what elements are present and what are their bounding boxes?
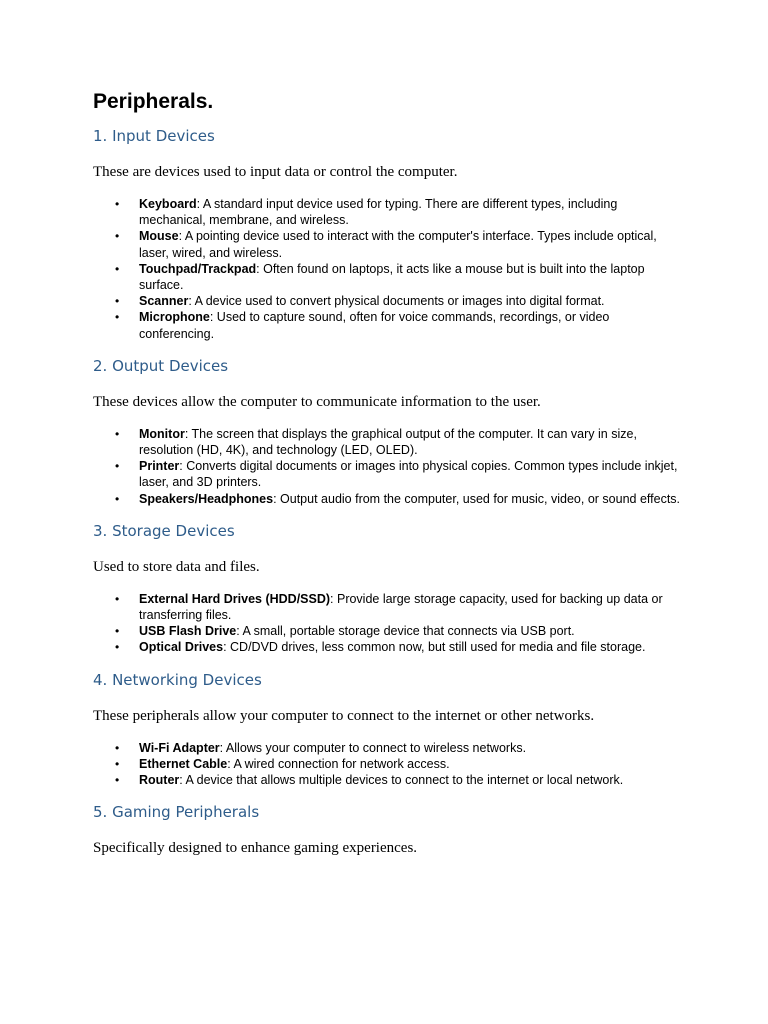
item-term: Microphone bbox=[139, 310, 210, 325]
item-description: : Allows your computer to connect to wireless networks. bbox=[219, 740, 527, 755]
bullet-icon: • bbox=[115, 756, 120, 771]
bullet-icon: • bbox=[115, 740, 120, 755]
item-term: Speakers/Headphones bbox=[139, 491, 274, 506]
bullet-icon: • bbox=[115, 773, 120, 788]
bullet-icon: • bbox=[115, 591, 120, 606]
item-description: : Converts digital documents or images into physical copies. Common types include inkjet, laser, and 3D printers. bbox=[139, 459, 678, 490]
item-term: Scanner bbox=[139, 294, 189, 309]
list-item bbox=[115, 491, 683, 507]
item-description: : A pointing device used to interact with the computer's interface. Types include optical, laser, wired, and wireless. bbox=[139, 229, 657, 260]
bullet-icon: • bbox=[115, 229, 120, 244]
item-description: : The screen that displays the graphical output of the computer. It can vary in size, resolution (HD, 4K), and technology (LED, OLED). bbox=[139, 426, 637, 458]
item-description: : A small, portable storage device that connects via USB port. bbox=[236, 624, 575, 639]
bullet-list bbox=[93, 196, 683, 342]
section-intro: These peripherals allow your computer to connect to the internet or other networks. bbox=[93, 707, 595, 724]
list-item bbox=[115, 261, 683, 293]
list-item bbox=[115, 591, 683, 623]
item-description: : A wired connection for network access. bbox=[227, 756, 450, 771]
item-term: USB Flash Drive bbox=[139, 624, 237, 639]
item-term: Optical Drives bbox=[139, 640, 224, 655]
list-item bbox=[115, 756, 683, 772]
list-item bbox=[115, 623, 683, 639]
list-item bbox=[115, 639, 683, 655]
item-description: : A standard input device used for typing. There are different types, including mechanical, membrane, and wireless. bbox=[139, 197, 618, 228]
sections-container bbox=[93, 126, 683, 858]
item-description: : Often found on laptops, it acts like a mouse but is built into the laptop surface. bbox=[139, 261, 645, 293]
item-description: : CD/DVD drives, less common now, but still used for media and file storage. bbox=[223, 640, 646, 655]
list-item bbox=[115, 458, 683, 490]
bullet-icon: • bbox=[115, 261, 120, 276]
section-intro: Used to store data and files. bbox=[93, 558, 260, 575]
item-term: External Hard Drives (HDD/SSD) bbox=[139, 591, 331, 606]
bullet-icon: • bbox=[115, 491, 120, 506]
item-description: : Provide large storage capacity, used for backing up data or transferring files. bbox=[139, 591, 663, 623]
item-description: : Used to capture sound, often for voice commands, recordings, or video conferencing. bbox=[139, 310, 610, 341]
list-item bbox=[115, 772, 683, 788]
document-title: Peripherals. bbox=[93, 90, 214, 113]
bullet-icon: • bbox=[115, 310, 120, 325]
bullet-icon: • bbox=[115, 426, 120, 441]
section-intro: Specifically designed to enhance gaming experiences. bbox=[93, 840, 418, 857]
bullet-icon: • bbox=[115, 459, 120, 474]
section-intro: These devices allow the computer to communicate information to the user. bbox=[93, 393, 541, 410]
bullet-icon: • bbox=[115, 624, 120, 639]
item-term: Monitor bbox=[139, 426, 185, 441]
section-heading: 2. Output Devices bbox=[93, 356, 229, 375]
list-item bbox=[115, 196, 683, 228]
list-item bbox=[115, 228, 683, 260]
bullet-list bbox=[93, 426, 683, 507]
item-term: Ethernet Cable bbox=[139, 756, 228, 771]
section-intro: These are devices used to input data or control the computer. bbox=[93, 164, 458, 180]
section-heading: 3. Storage Devices bbox=[93, 521, 235, 540]
item-term: Mouse bbox=[139, 229, 179, 244]
bullet-icon: • bbox=[115, 294, 120, 309]
section-heading: 1. Input Devices bbox=[93, 127, 215, 145]
item-term: Touchpad/Trackpad bbox=[139, 261, 257, 276]
item-term: Printer bbox=[139, 459, 180, 474]
bullet-icon: • bbox=[115, 197, 120, 211]
list-item bbox=[115, 309, 683, 341]
list-item bbox=[115, 740, 683, 756]
section-heading: 4. Networking Devices bbox=[93, 670, 262, 689]
document-page bbox=[93, 88, 683, 858]
item-term: Wi-Fi Adapter bbox=[139, 740, 220, 755]
list-item bbox=[115, 293, 683, 309]
bullet-list bbox=[93, 591, 683, 656]
item-description: : Output audio from the computer, used for music, video, or sound effects. bbox=[273, 491, 681, 506]
bullet-list bbox=[93, 740, 683, 789]
bullet-icon: • bbox=[115, 640, 120, 655]
item-term: Keyboard bbox=[139, 197, 197, 211]
section-heading: 5. Gaming Peripherals bbox=[93, 803, 260, 822]
item-description: : A device used to convert physical documents or images into digital format. bbox=[188, 294, 605, 309]
item-term: Router bbox=[139, 773, 180, 788]
item-description: : A device that allows multiple devices to connect to the internet or local network. bbox=[179, 773, 624, 788]
list-item bbox=[115, 426, 683, 458]
